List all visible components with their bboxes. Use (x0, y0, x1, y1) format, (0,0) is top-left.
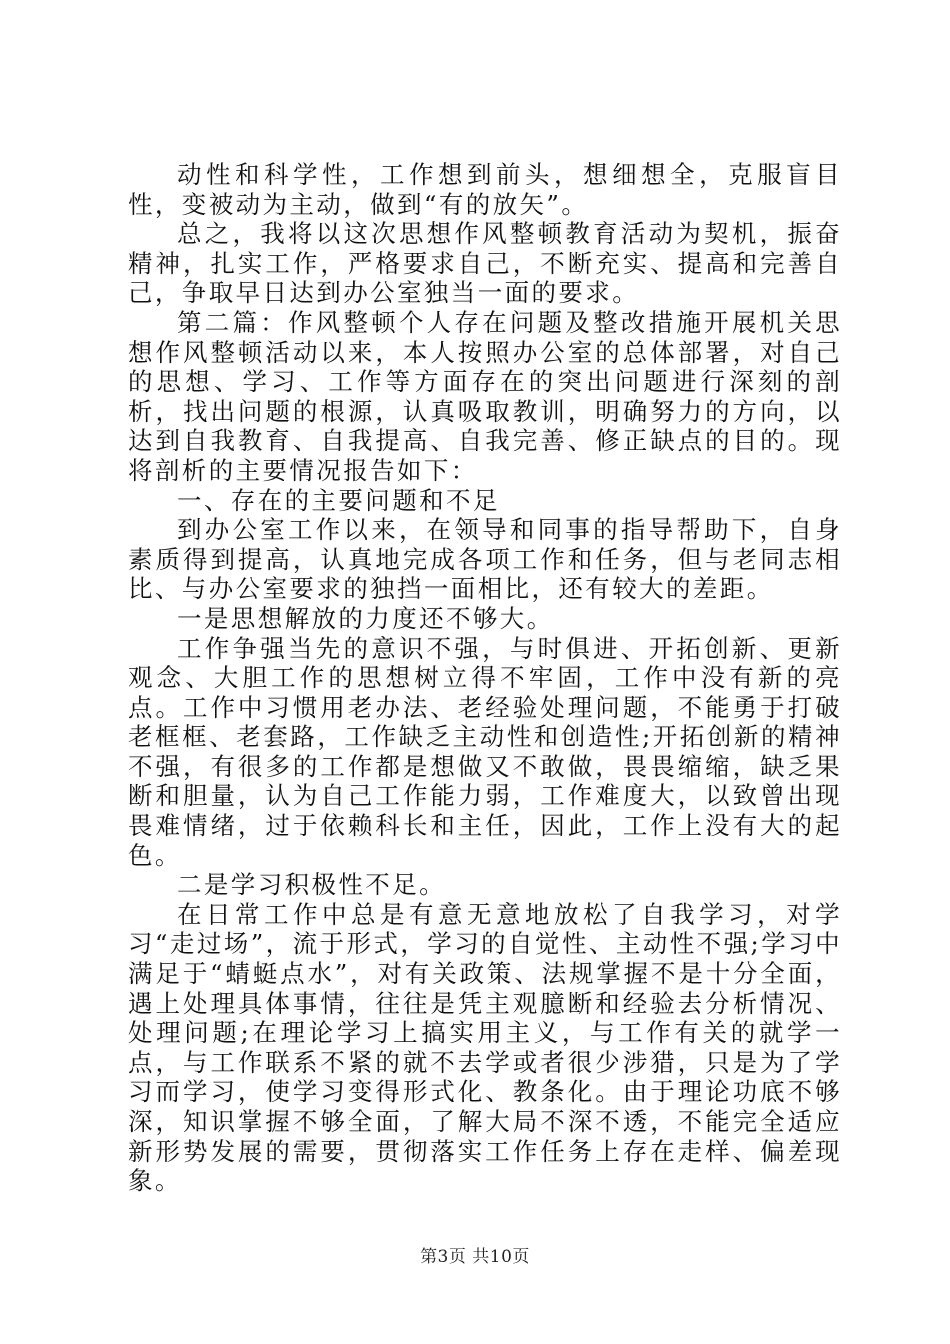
section-heading: 一、存在的主要问题和不足 (177, 485, 500, 515)
paragraph: 到办公室工作以来，在领导和同事的指导帮助下，自身素质得到提高，认真地完成各项工作和任务，但与老同志相比、与办公室要求的独挡一面相比，还有较大的差距。 (128, 515, 842, 604)
paragraph: 总之，我将以这次思想作风整顿教育活动为契机，振奋精神，扎实工作，严格要求自己，不断充实、提高和完善自己，争取早日达到办公室独当一面的要求。 (128, 219, 842, 308)
document-body (128, 160, 842, 1196)
paragraph: 第二篇：作风整顿个人存在问题及整改措施开展机关思想作风整顿活动以来，本人按照办公室的总体部署，对自己的思想、学习、工作等方面存在的突出问题进行深刻的剖析，找出问题的根源，认真吸取教训，明确努力的方向，以达到自我教育、自我提高、自我完善、修正缺点的目的。现将剖析的主要情况报告如下： (128, 307, 842, 485)
paragraph: 工作争强当先的意识不强，与时俱进、开拓创新、更新观念、大胆工作的思想树立得不牢固，工作中没有新的亮点。工作中习惯用老办法、老经验处理问题，不能勇于打破老框框、老套路，工作缺乏主动性和创造性;开拓创新的精神不强，有很多的工作都是想做又不敢做，畏畏缩缩，缺乏果断和胆量，认为自己工作能力弱，工作难度大，以致曾出现畏难情绪，过于依赖科长和主任，因此，工作上没有大的起色。 (128, 633, 842, 870)
subsection-heading: 一是思想解放的力度还不够大。 (177, 603, 554, 633)
subsection-heading: 二是学习积极性不足。 (177, 870, 446, 900)
paragraph: 动性和科学性，工作想到前头，想细想全，克服盲目性，变被动为主动，做到“有的放矢”。 (128, 160, 842, 219)
page-number-footer: 第3页 共10页 (420, 1247, 530, 1267)
paragraph: 在日常工作中总是有意无意地放松了自我学习，对学习“走过场”，流于形式，学习的自觉性、主动性不强;学习中满足于“蜻蜓点水”，对有关政策、法规掌握不是十分全面，遇上处理具体事情，往往是凭主观臆断和经验去分析情况、处理问题;在理论学习上搞实用主义，与工作有关的就学一点，与工作联系不紧的就不去学或者很少涉猎，只是为了学习而学习，使学习变得形式化、教条化。由于理论功底不够深，知识掌握不够全面，了解大局不深不透，不能完全适应新形势发展的需要，贯彻落实工作任务上存在走样、偏差现象。 (128, 899, 842, 1196)
